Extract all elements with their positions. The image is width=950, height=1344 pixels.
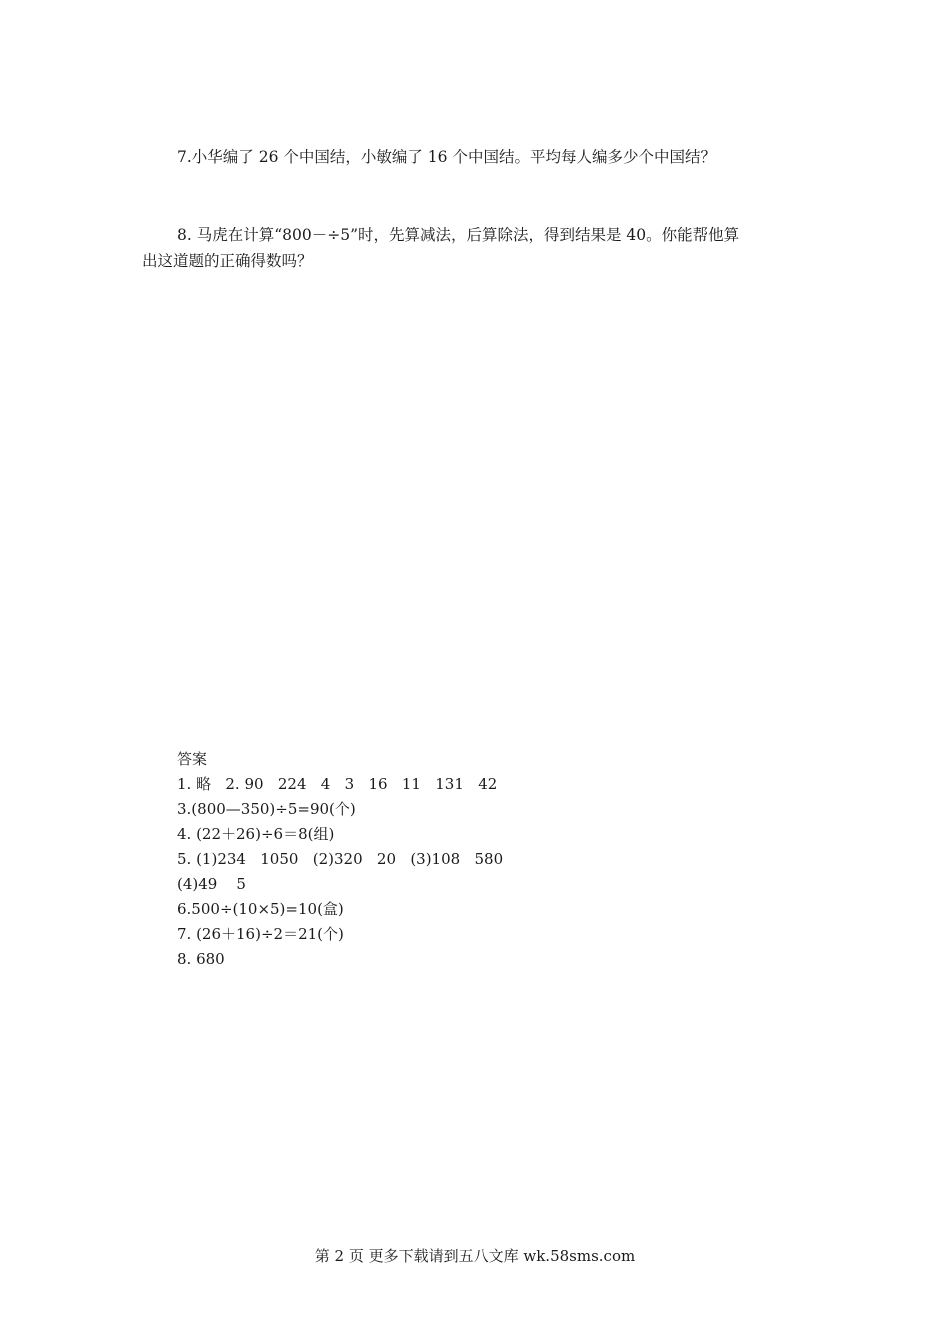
- question-8-line-1: 8. 马虎在计算“800－÷5”时，先算减法，后算除法，得到结果是 40。你能帮他算: [177, 226, 740, 244]
- answer-line: 3.(800—350)÷5=90(个): [177, 800, 356, 818]
- question-8: [142, 222, 832, 274]
- answer-line: 7. (26＋16)÷2＝21(个): [177, 925, 344, 943]
- page-footer: 第 2 页 更多下载请到五八文库 wk.58sms.com: [314, 1247, 636, 1265]
- answer-line: 5. (1)234 1050 (2)320 20 (3)108 580: [177, 850, 504, 868]
- question-7: 7.小华编了 26 个中国结，小敏编了 16 个中国结。平均每人编多少个中国结？: [177, 148, 716, 166]
- answer-section: [177, 747, 677, 972]
- answer-line: 1. 略 2. 90 224 4 3 16 11 131 42: [177, 775, 498, 793]
- answer-title: 答案: [177, 750, 208, 768]
- answer-line: (4)49 5: [177, 875, 246, 893]
- answer-line: 8. 680: [177, 950, 225, 968]
- answer-line: 4. (22＋26)÷6＝8(组): [177, 825, 335, 843]
- answer-line: 6.500÷(10×5)=10(盒): [177, 900, 344, 918]
- question-8-line-2: 出这道题的正确得数吗？: [142, 252, 313, 270]
